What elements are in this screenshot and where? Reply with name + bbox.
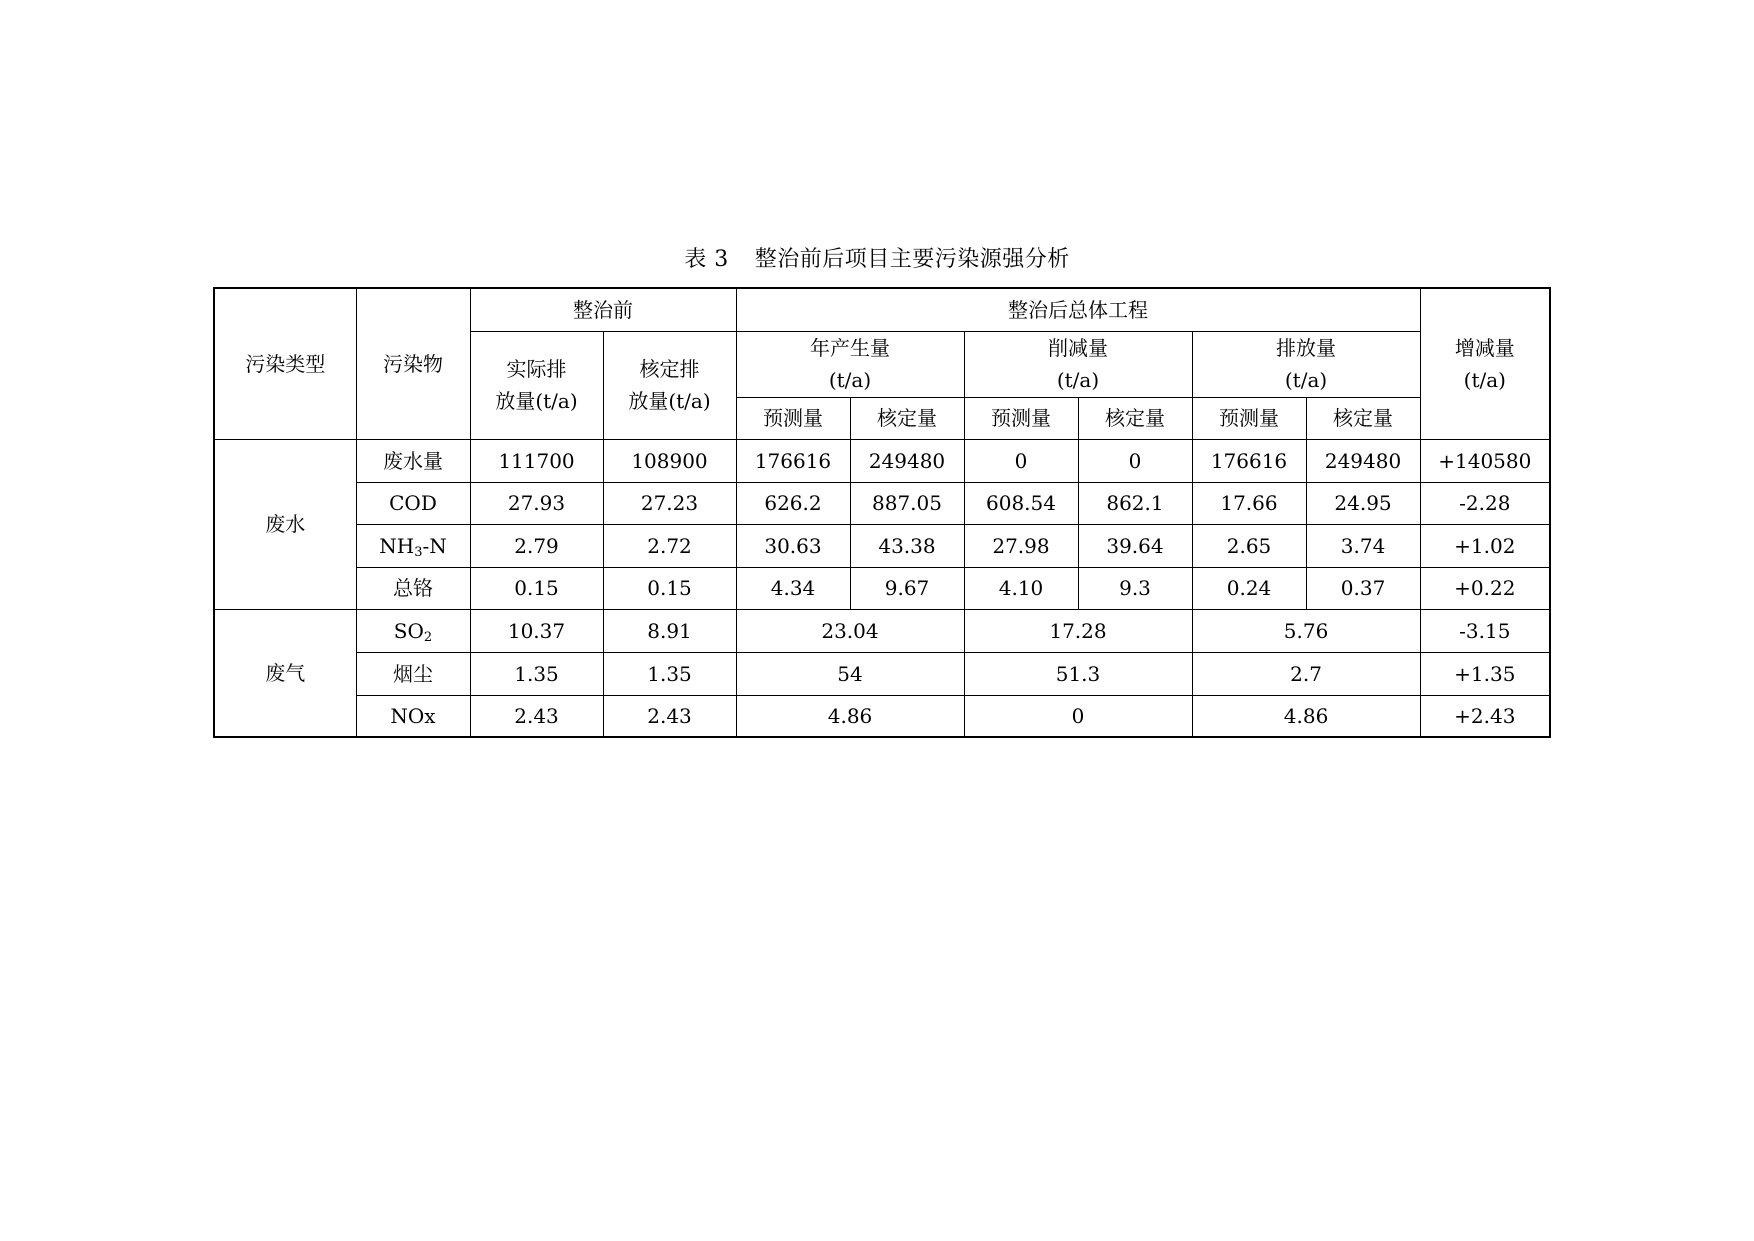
header-predicted: 预测量 bbox=[736, 397, 850, 439]
value-cell: 0.24 bbox=[1192, 567, 1306, 609]
value-cell: 9.67 bbox=[850, 567, 964, 609]
value-cell: 887.05 bbox=[850, 482, 964, 524]
header-change-label: 增减量 bbox=[1454, 335, 1515, 360]
value-cell: -2.28 bbox=[1420, 482, 1550, 524]
value-cell: 2.65 bbox=[1192, 524, 1306, 567]
value-cell: 0 bbox=[964, 439, 1078, 482]
table-caption bbox=[0, 245, 1754, 275]
table-row bbox=[214, 524, 1550, 567]
pollutant-cell: NOx bbox=[356, 695, 470, 737]
value-cell: 4.34 bbox=[736, 567, 850, 609]
header-reduction-label: 削减量 bbox=[1048, 336, 1108, 360]
header-pollution-type: 污染类型 bbox=[214, 288, 356, 439]
value-cell: 4.86 bbox=[1192, 695, 1420, 737]
header-predicted: 预测量 bbox=[964, 397, 1078, 439]
value-cell: 0.37 bbox=[1306, 567, 1420, 609]
header-verified: 核定量 bbox=[850, 397, 964, 439]
value-cell: 1.35 bbox=[603, 652, 736, 695]
value-cell: +2.43 bbox=[1420, 695, 1550, 737]
value-cell: 111700 bbox=[470, 439, 603, 482]
header-actual-line1: 实际排 bbox=[506, 357, 567, 381]
value-cell: +0.22 bbox=[1420, 567, 1550, 609]
header-annual-production bbox=[736, 331, 964, 397]
pollutant-nh3n-suffix: -N bbox=[422, 533, 447, 558]
header-reduction-unit: (t/a) bbox=[1056, 368, 1100, 392]
header-verified-line2: 放量(t/a) bbox=[628, 389, 711, 413]
header-change-unit: (t/a) bbox=[1463, 367, 1506, 392]
value-cell: 30.63 bbox=[736, 524, 850, 567]
value-cell: 23.04 bbox=[736, 609, 964, 652]
value-cell: 51.3 bbox=[964, 652, 1192, 695]
pollutant-nh3n-subscript: 3 bbox=[414, 544, 423, 560]
value-cell: 2.72 bbox=[603, 524, 736, 567]
value-cell: 108900 bbox=[603, 439, 736, 482]
pollutant-cell bbox=[356, 609, 470, 652]
table-number: 表 3 bbox=[684, 247, 729, 272]
value-cell: 1.35 bbox=[470, 652, 603, 695]
header-after-total: 整治后总体工程 bbox=[736, 288, 1420, 331]
table-row bbox=[214, 652, 1550, 695]
value-cell: 2.43 bbox=[603, 695, 736, 737]
value-cell: +140580 bbox=[1420, 439, 1550, 482]
header-predicted: 预测量 bbox=[1192, 397, 1306, 439]
pollutant-so2-subscript: 2 bbox=[423, 629, 433, 645]
value-cell: 27.23 bbox=[603, 482, 736, 524]
value-cell: 8.91 bbox=[603, 609, 736, 652]
value-cell: 10.37 bbox=[470, 609, 603, 652]
header-before: 整治前 bbox=[470, 288, 736, 331]
value-cell: 176616 bbox=[1192, 439, 1306, 482]
value-cell: 2.43 bbox=[470, 695, 603, 737]
pollutant-cell: 废水量 bbox=[356, 439, 470, 482]
value-cell: 626.2 bbox=[736, 482, 850, 524]
value-cell: +1.35 bbox=[1420, 652, 1550, 695]
value-cell: 43.38 bbox=[850, 524, 964, 567]
value-cell: 24.95 bbox=[1306, 482, 1420, 524]
group-waste-gas: 废气 bbox=[214, 609, 356, 737]
header-actual-line2: 放量(t/a) bbox=[495, 389, 578, 413]
group-wastewater: 废水 bbox=[214, 439, 356, 609]
header-pollutant: 污染物 bbox=[356, 288, 470, 439]
table-row bbox=[214, 482, 1550, 524]
value-cell: +1.02 bbox=[1420, 524, 1550, 567]
header-verified: 核定量 bbox=[1078, 397, 1192, 439]
value-cell: 0.15 bbox=[470, 567, 603, 609]
header-verified-discharge bbox=[603, 331, 736, 439]
header-discharge bbox=[1192, 331, 1420, 397]
table-row bbox=[214, 439, 1550, 482]
value-cell: 608.54 bbox=[964, 482, 1078, 524]
pollutant-so2-main: SO bbox=[393, 618, 424, 643]
header-annual-production-label: 年产生量 bbox=[810, 336, 890, 360]
header-verified: 核定量 bbox=[1306, 397, 1420, 439]
table-title: 整治前后项目主要污染源强分析 bbox=[754, 247, 1070, 272]
pollutant-nh3n-main: NH bbox=[379, 533, 415, 558]
value-cell: 3.74 bbox=[1306, 524, 1420, 567]
value-cell: 17.28 bbox=[964, 609, 1192, 652]
header-annual-production-unit: (t/a) bbox=[828, 368, 872, 392]
value-cell: -3.15 bbox=[1420, 609, 1550, 652]
pollutant-cell: COD bbox=[356, 482, 470, 524]
value-cell: 249480 bbox=[850, 439, 964, 482]
pollution-source-table bbox=[213, 287, 1551, 738]
header-reduction bbox=[964, 331, 1192, 397]
value-cell: 4.86 bbox=[736, 695, 964, 737]
value-cell: 249480 bbox=[1306, 439, 1420, 482]
value-cell: 0 bbox=[1078, 439, 1192, 482]
value-cell: 2.7 bbox=[1192, 652, 1420, 695]
header-verified-line1: 核定排 bbox=[639, 357, 700, 381]
value-cell: 27.98 bbox=[964, 524, 1078, 567]
value-cell: 17.66 bbox=[1192, 482, 1306, 524]
header-discharge-unit: (t/a) bbox=[1284, 368, 1328, 392]
table-row bbox=[214, 567, 1550, 609]
value-cell: 2.79 bbox=[470, 524, 603, 567]
value-cell: 862.1 bbox=[1078, 482, 1192, 524]
table-row bbox=[214, 695, 1550, 737]
header-row-1 bbox=[214, 288, 1550, 331]
value-cell: 0.15 bbox=[603, 567, 736, 609]
value-cell: 176616 bbox=[736, 439, 850, 482]
value-cell: 27.93 bbox=[470, 482, 603, 524]
value-cell: 0 bbox=[964, 695, 1192, 737]
value-cell: 54 bbox=[736, 652, 964, 695]
pollutant-cell: 总铬 bbox=[356, 567, 470, 609]
value-cell: 5.76 bbox=[1192, 609, 1420, 652]
value-cell: 9.3 bbox=[1078, 567, 1192, 609]
pollutant-cell bbox=[356, 524, 470, 567]
table-row bbox=[214, 609, 1550, 652]
pollutant-cell: 烟尘 bbox=[356, 652, 470, 695]
header-discharge-label: 排放量 bbox=[1276, 336, 1337, 360]
header-change bbox=[1420, 288, 1550, 439]
value-cell: 4.10 bbox=[964, 567, 1078, 609]
value-cell: 39.64 bbox=[1078, 524, 1192, 567]
header-actual-discharge bbox=[470, 331, 603, 439]
